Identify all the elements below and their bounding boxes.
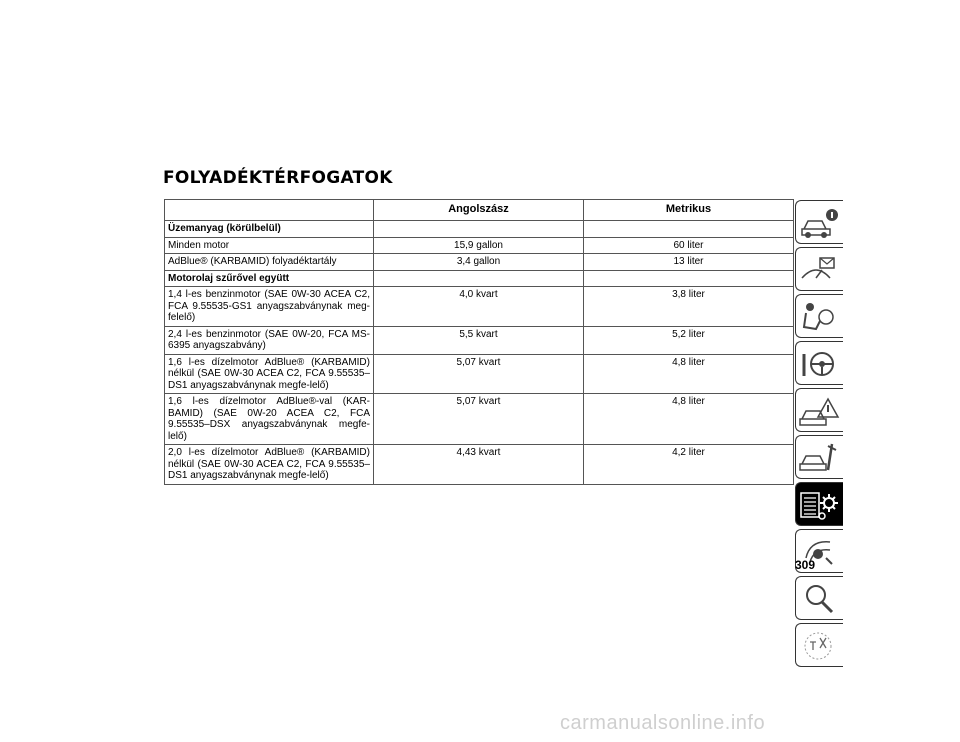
row-description: 1,6 l-es dízelmotor AdBlue® (KARBAMID) nélkül (SAE 0W-30 ACEA C2, FCA 9.55535–DS1 anyagszabványnak megfe-lelő) xyxy=(165,354,374,394)
table-row xyxy=(165,254,794,271)
row-description: Minden motor xyxy=(165,237,374,254)
row-imperial-value: 5,07 kvart xyxy=(374,394,584,445)
chapter-tab[interactable] xyxy=(795,341,843,385)
chapter-tab[interactable] xyxy=(795,482,843,526)
chapter-tab[interactable] xyxy=(795,623,843,667)
header-metric: Metrikus xyxy=(584,200,794,221)
chapter-tab[interactable] xyxy=(795,200,843,244)
row-metric-value: 4,8 liter xyxy=(584,354,794,394)
row-description: AdBlue® (KARBAMID) folyadéktartály xyxy=(165,254,374,271)
row-imperial-value: 3,4 gallon xyxy=(374,254,584,271)
row-metric-value xyxy=(584,270,794,287)
chapter-tabs-sidebar xyxy=(795,200,843,670)
row-metric-value: 60 liter xyxy=(584,237,794,254)
row-metric-value: 13 liter xyxy=(584,254,794,271)
row-description: Motorolaj szűrővel együtt xyxy=(165,270,374,287)
chapter-tab[interactable] xyxy=(795,294,843,338)
row-description: 2,0 l-es dízelmotor AdBlue® (KARBAMID) nélkül (SAE 0W-30 ACEA C2, FCA 9.55535–DS1 anyagszabványnak megfe-lelő) xyxy=(165,445,374,485)
row-description: 1,6 l-es dízelmotor AdBlue®-val (KAR-BAMID) (SAE 0W-20 ACEA C2, FCA 9.55535–DSX anyagszabványnak megfe-lelő) xyxy=(165,394,374,445)
chapter-tab[interactable] xyxy=(795,435,843,479)
table-section-row xyxy=(165,270,794,287)
row-imperial-value: 5,07 kvart xyxy=(374,354,584,394)
row-imperial-value xyxy=(374,270,584,287)
header-imperial: Angolszász xyxy=(374,200,584,221)
row-description: 2,4 l-es benzinmotor (SAE 0W-20, FCA MS-6395 anyagszabvány) xyxy=(165,326,374,354)
table-row xyxy=(165,354,794,394)
row-metric-value xyxy=(584,221,794,238)
watermark: carmanualsonline.info xyxy=(560,712,766,734)
row-metric-value: 5,2 liter xyxy=(584,326,794,354)
row-metric-value: 3,8 liter xyxy=(584,287,794,327)
row-imperial-value xyxy=(374,221,584,238)
row-imperial-value: 4,43 kvart xyxy=(374,445,584,485)
row-description: 1,4 l-es benzinmotor (SAE 0W-30 ACEA C2, FCA 9.55535-GS1 anyagszabványnak meg-felelő) xyxy=(165,287,374,327)
row-imperial-value: 15,9 gallon xyxy=(374,237,584,254)
row-metric-value: 4,2 liter xyxy=(584,445,794,485)
table-header-row xyxy=(165,200,794,221)
table-row xyxy=(165,445,794,485)
table-row xyxy=(165,326,794,354)
chapter-tab[interactable] xyxy=(795,576,843,620)
table-row xyxy=(165,394,794,445)
row-description: Üzemanyag (körülbelül) xyxy=(165,221,374,238)
row-imperial-value: 5,5 kvart xyxy=(374,326,584,354)
chapter-tab[interactable] xyxy=(795,388,843,432)
table-row xyxy=(165,237,794,254)
row-metric-value: 4,8 liter xyxy=(584,394,794,445)
row-imperial-value: 4,0 kvart xyxy=(374,287,584,327)
page-title: FOLYADÉKTÉRFOGATOK xyxy=(163,168,393,188)
header-description xyxy=(165,200,374,221)
chapter-tab[interactable] xyxy=(795,247,843,291)
page-number: 309 xyxy=(795,558,816,572)
fluid-capacities-table xyxy=(164,199,794,485)
table-row xyxy=(165,287,794,327)
table-section-row xyxy=(165,221,794,238)
